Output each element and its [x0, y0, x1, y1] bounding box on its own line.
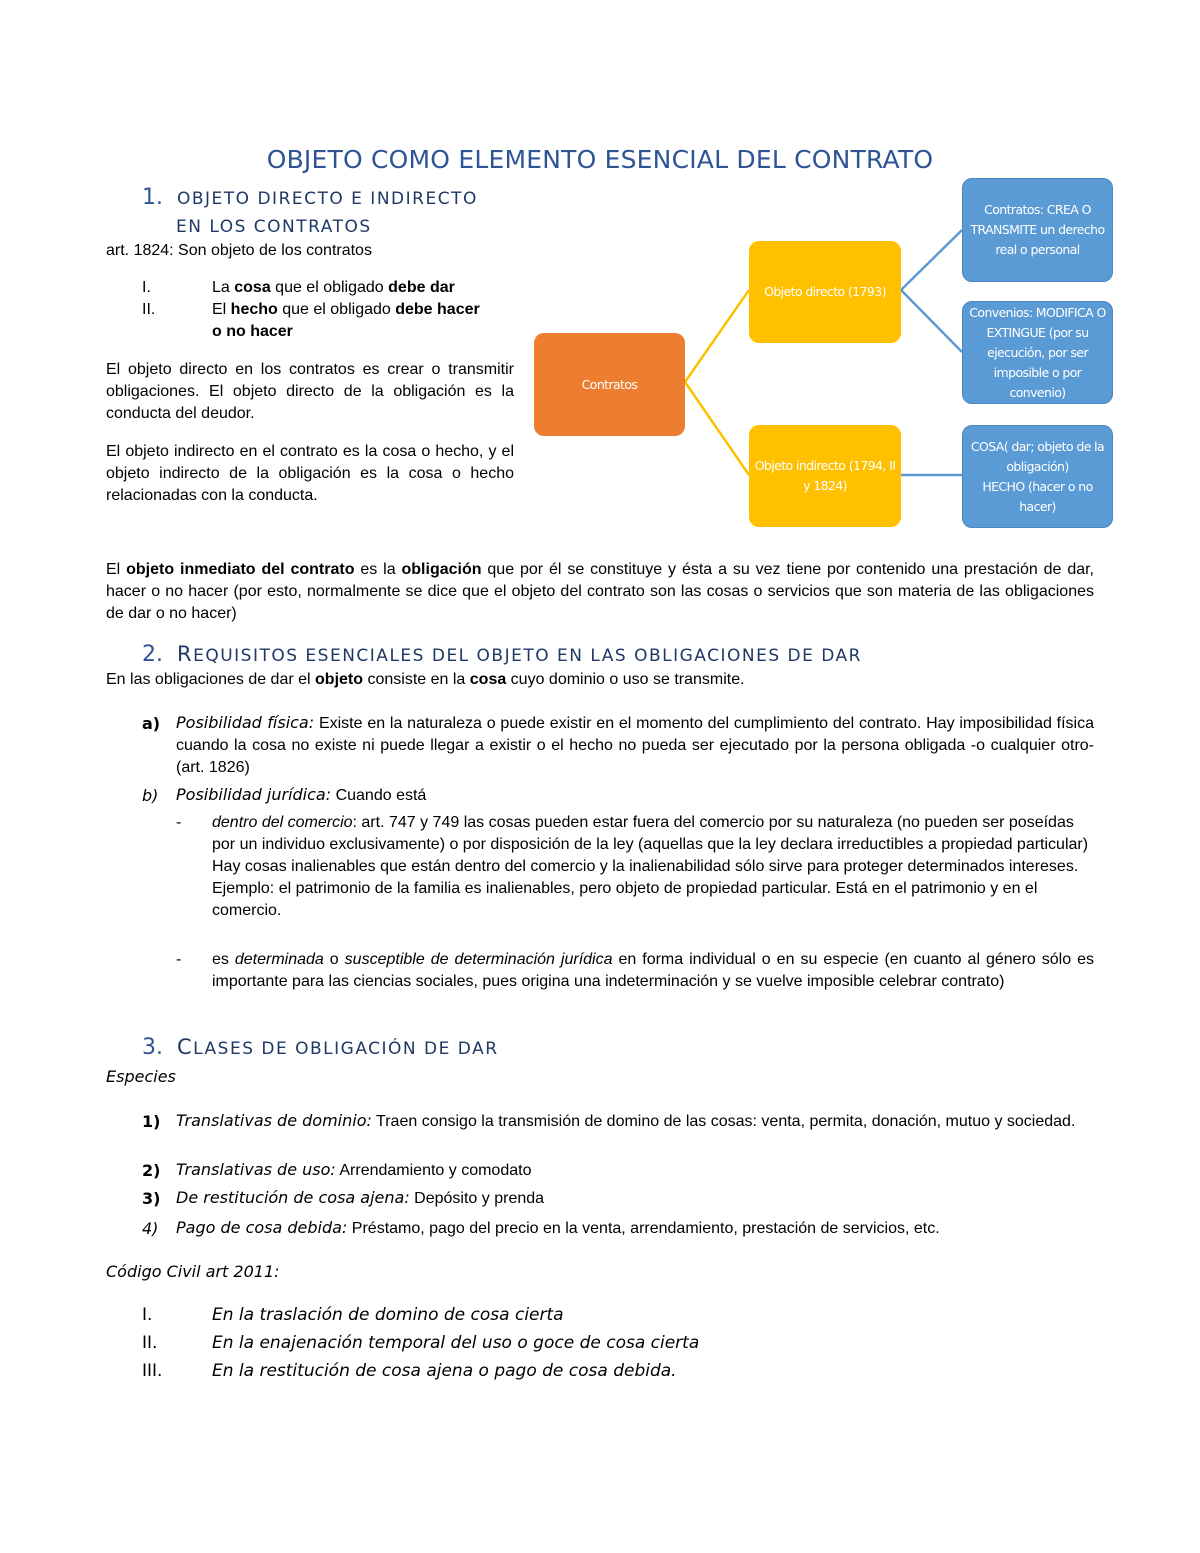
connector-line [685, 290, 749, 382]
paragraph-objeto-indirecto: El objeto indirecto en el contrato es la cosa o hecho, y el objeto indirecto de la obligación es la cosa o hecho relacionadas con la conducta. [106, 443, 514, 504]
diagram-node-contratos-crea: Contratos: CREA O TRANSMITE un derecho real o personal [962, 178, 1113, 282]
diagram-node-convenios: Convenios: MODIFICA O EXTINGUE (por su ejecución, por ser imposible o por convenio) [962, 301, 1113, 404]
dash-marker: - [176, 951, 182, 968]
especie-item: Translativas de dominio: Traen consigo la transmisión de domino de las cosas: venta, permita, donación, mutuo y sociedad. [176, 1111, 1076, 1130]
connector-line [901, 290, 962, 352]
especie-item: Translativas de uso: Arrendamiento y comodato [176, 1160, 532, 1179]
list-marker: III. [142, 1361, 163, 1381]
section-2-number: 2. [142, 642, 163, 667]
list-marker: I. [142, 279, 151, 296]
list-marker: 1) [142, 1112, 161, 1131]
section-1-title-line1: OBJETO DIRECTO E INDIRECTO [177, 189, 478, 209]
dash-marker: - [176, 814, 182, 831]
list-item: La cosa que el obligado debe dar [212, 279, 455, 296]
section-1-intro: art. 1824: Son objeto de los contratos [106, 242, 372, 259]
list-marker: b) [142, 786, 159, 805]
list-marker: 4) [142, 1219, 159, 1238]
especies-label: Especies [106, 1067, 176, 1086]
diagram-node-hecho-text: HECHO (hacer o no hacer) [982, 478, 1093, 514]
diagram-node-contratos: Contratos [534, 333, 685, 436]
diagram-node-objeto-directo: Objeto directo (1793) [749, 241, 901, 343]
dentro-del-comercio-item: dentro del comercio: art. 747 y 749 las cosas pueden estar fuera del comercio por su naturaleza (no pueden ser poseídas por un individuo exclusivamente) o por disposición de la ley (aquellas que la ley declara irreductibles a propiedad particular) Hay cosas inalienables que están dentro del comercio y la inalienabilidad sólo sirve para proteger determinados intereses. Ejemplo: el patrimonio de la familia es inalienables, pero objeto de propiedad particular. Está en el patrimonio y en el comercio. [212, 814, 1089, 919]
diagram-node-cosa-text: COSA( dar; objeto de la obligación) [970, 438, 1105, 474]
list-marker: 3) [142, 1189, 161, 1208]
paragraph-objeto-inmediato: El objeto inmediato del contrato es la obligación que por él se constituye y ésta a su vez tiene por contenido una prestación de dar, hacer o no hacer (por esto, normalmente se dice que el objeto del contrato son las cosas o servicios que son materia de las obligaciones de dar o no hacer) [106, 561, 1094, 622]
connector-line [685, 382, 749, 475]
section-3-heading: 3. CLASES DE OBLIGACIÓN DE DAR [142, 1035, 499, 1060]
posibilidad-juridica-item: Posibilidad jurídica: Cuando está [176, 785, 427, 804]
codigo-civil-label: Código Civil art 2011: [106, 1262, 280, 1281]
list-marker: a) [142, 714, 161, 733]
list-item-continuation: o no hacer [212, 323, 293, 340]
paragraph-objeto-directo: El objeto directo en los contratos es crear o transmitir obligaciones. El objeto directo de la obligación es la conducta del deudor. [106, 361, 514, 422]
codigo-item: En la restitución de cosa ajena o pago de cosa debida. [212, 1361, 677, 1381]
list-item: El hecho que el obligado debe hacer [212, 301, 480, 318]
determinada-item: es determinada o susceptible de determinación jurídica en forma individual o en su especie (en cuanto al género sólo es importante para las ciencias sociales, pues origina una indeterminación y se vuelve imposible celebrar contrato) [212, 951, 1094, 990]
diagram-node-objeto-indirecto: Objeto indirecto (1794, II y 1824) [749, 425, 901, 527]
diagram-node-cosa-hecho [962, 425, 1113, 528]
posibilidad-fisica-item: Posibilidad física: Existe en la naturaleza o puede existir en el momento del cumplimiento del contrato. Hay imposibilidad física cuando la cosa no existe ni puede llegar a existir o el hecho no pueda ser ejecutado por la persona obligada -o cualquier otro- (art. 1826) [176, 713, 1095, 776]
section-3-number: 3. [142, 1035, 163, 1060]
codigo-item: En la traslación de domino de cosa cierta [212, 1305, 564, 1325]
list-marker: 2) [142, 1161, 161, 1180]
codigo-item: En la enajenación temporal del uso o goce de cosa cierta [212, 1333, 700, 1353]
especie-item: De restitución de cosa ajena: Depósito y prenda [176, 1188, 545, 1207]
list-marker: II. [142, 301, 156, 318]
section-2-intro: En las obligaciones de dar el objeto consiste en la cosa cuyo dominio o uso se transmite. [106, 671, 745, 688]
section-1-title-line2: EN LOS CONTRATOS [176, 217, 372, 237]
section-2-heading: 2. REQUISITOS ESENCIALES DEL OBJETO EN LAS OBLIGACIONES DE DAR [142, 642, 862, 667]
section-1-number: 1. [142, 185, 163, 210]
page-title: OBJETO COMO ELEMENTO ESENCIAL DEL CONTRATO [266, 145, 934, 174]
list-marker: II. [142, 1333, 158, 1353]
list-marker: I. [142, 1305, 153, 1325]
connector-line [901, 230, 962, 290]
especie-item: Pago de cosa debida: Préstamo, pago del precio en la venta, arrendamiento, prestación de servicios, etc. [176, 1218, 940, 1237]
